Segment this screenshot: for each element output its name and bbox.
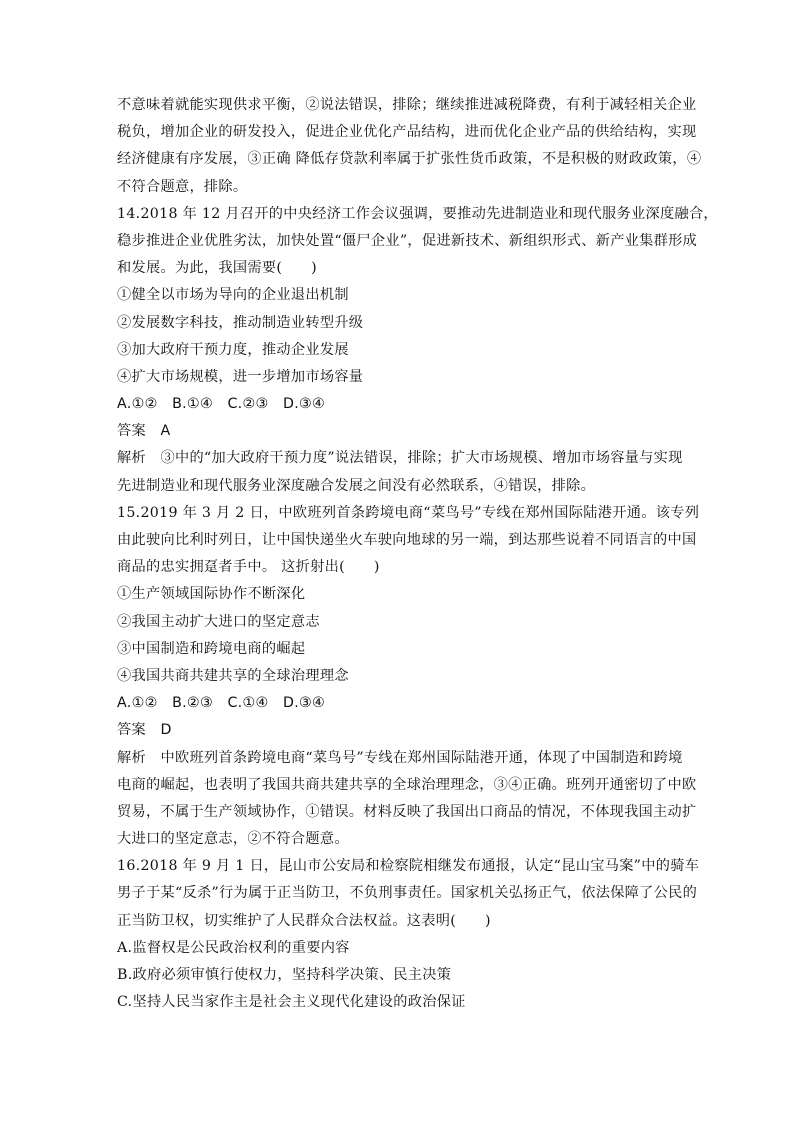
question-14-item: ④扩大市场规模，进一步增加市场容量	[117, 368, 364, 385]
question-15-item: ①生产领域国际协作不断深化	[117, 586, 306, 603]
question-16-stem: 男子于某“反杀”行为属于正当防卫，不负刑事责任。国家机关弘扬正气，依法保障了公民的	[117, 885, 698, 902]
question-15-stem: 15.2019 年 3 月 2 日，中欧班列首条跨境电商“菜鸟号”专线在郑州国际陆港开通。该专列	[117, 504, 700, 521]
question-15-analysis: 大进口的坚定意志，②不符合题意。	[117, 831, 349, 848]
question-15-analysis: 电商的崛起，也表明了我国共商共建共享的全球治理理念，③④正确。班列开通密切了中欧	[117, 776, 697, 793]
question-16-option-b: B.政府必须审慎行使权力，坚持科学决策、民主决策	[117, 967, 452, 983]
question-14-item: ②发展数字科技，推动制造业转型升级	[117, 314, 364, 331]
question-16-option-a: A.监督权是公民政治权利的重要内容	[117, 939, 350, 956]
question-15-answer: 答案 D	[117, 722, 172, 739]
question-15-item: ②我国主动扩大进口的坚定意志	[117, 613, 320, 630]
question-16-option-c: C.坚持人民当家作主是社会主义现代化建设的政治保证	[117, 994, 466, 1011]
text-line: 经济健康有序发展，③正确 降低存贷款利率属于扩张性货币政策，不是积极的财政政策，④	[117, 151, 702, 168]
question-15-stem: 商品的忠实拥趸者手中。 这折射出( )	[117, 559, 380, 576]
text-line: 不意味着就能实现供求平衡，②说法错误，排除；继续推进减税降费，有利于减轻相关企业	[117, 97, 697, 113]
question-14-analysis: 解析 ③中的“加大政府干预力度”说法错误，排除；扩大市场规模、增加市场容量与实现	[117, 450, 683, 467]
text-line: 税负，增加企业的研发投入，促进企业优化产品结构，进而优化企业产品的供给结构，实现	[117, 124, 697, 141]
question-14-stem: 14.2018 年 12 月召开的中央经济工作会议强调，要推动先进制造业和现代服务业深度融合，	[117, 205, 718, 222]
question-14-answer: 答案 A	[117, 423, 171, 440]
question-14-item: ①健全以市场为导向的企业退出机制	[117, 287, 349, 304]
question-14-stem: 和发展。为此，我国需要( )	[117, 260, 318, 277]
question-14-stem: 稳步推进企业优胜劣汰，加快处置“僵尸企业”，促进新技术、新组织形式、新产业集群形成	[117, 232, 698, 249]
question-15-item: ③中国制造和跨境电商的崛起	[117, 640, 306, 657]
question-15-analysis: 贸易，不属于生产领域协作，①错误。材料反映了我国出口商品的情况，不体现我国主动扩	[117, 803, 697, 820]
text-line: 不符合题意，排除。	[117, 178, 248, 195]
question-14-options: A.①② B.①④ C.②③ D.③④	[117, 396, 326, 413]
question-15-stem: 由此驶向比利时列日，让中国快递坐火车驶向地球的另一端，到达那些说着不同语言的中国	[117, 532, 697, 548]
question-16-stem: 16.2018 年 9 月 1 日，昆山市公安局和检察院相继发布通报，认定“昆山宝马案”中的骑车	[117, 858, 700, 875]
question-16-stem: 正当防卫权，切实维护了人民群众合法权益。这表明( )	[117, 912, 491, 929]
document-page	[117, 92, 718, 1016]
question-15-analysis: 解析 中欧班列首条跨境电商“菜鸟号”专线在郑州国际陆港开通，体现了中国制造和跨境	[117, 749, 683, 766]
question-15-item: ④我国共商共建共享的全球治理理念	[117, 667, 349, 684]
question-14-analysis: 先进制造业和现代服务业深度融合发展之间没有必然联系，④错误，排除。	[117, 477, 596, 494]
question-15-options: A.①② B.②③ C.①④ D.③④	[117, 695, 326, 712]
question-14-item: ③加大政府干预力度，推动企业发展	[117, 341, 349, 358]
